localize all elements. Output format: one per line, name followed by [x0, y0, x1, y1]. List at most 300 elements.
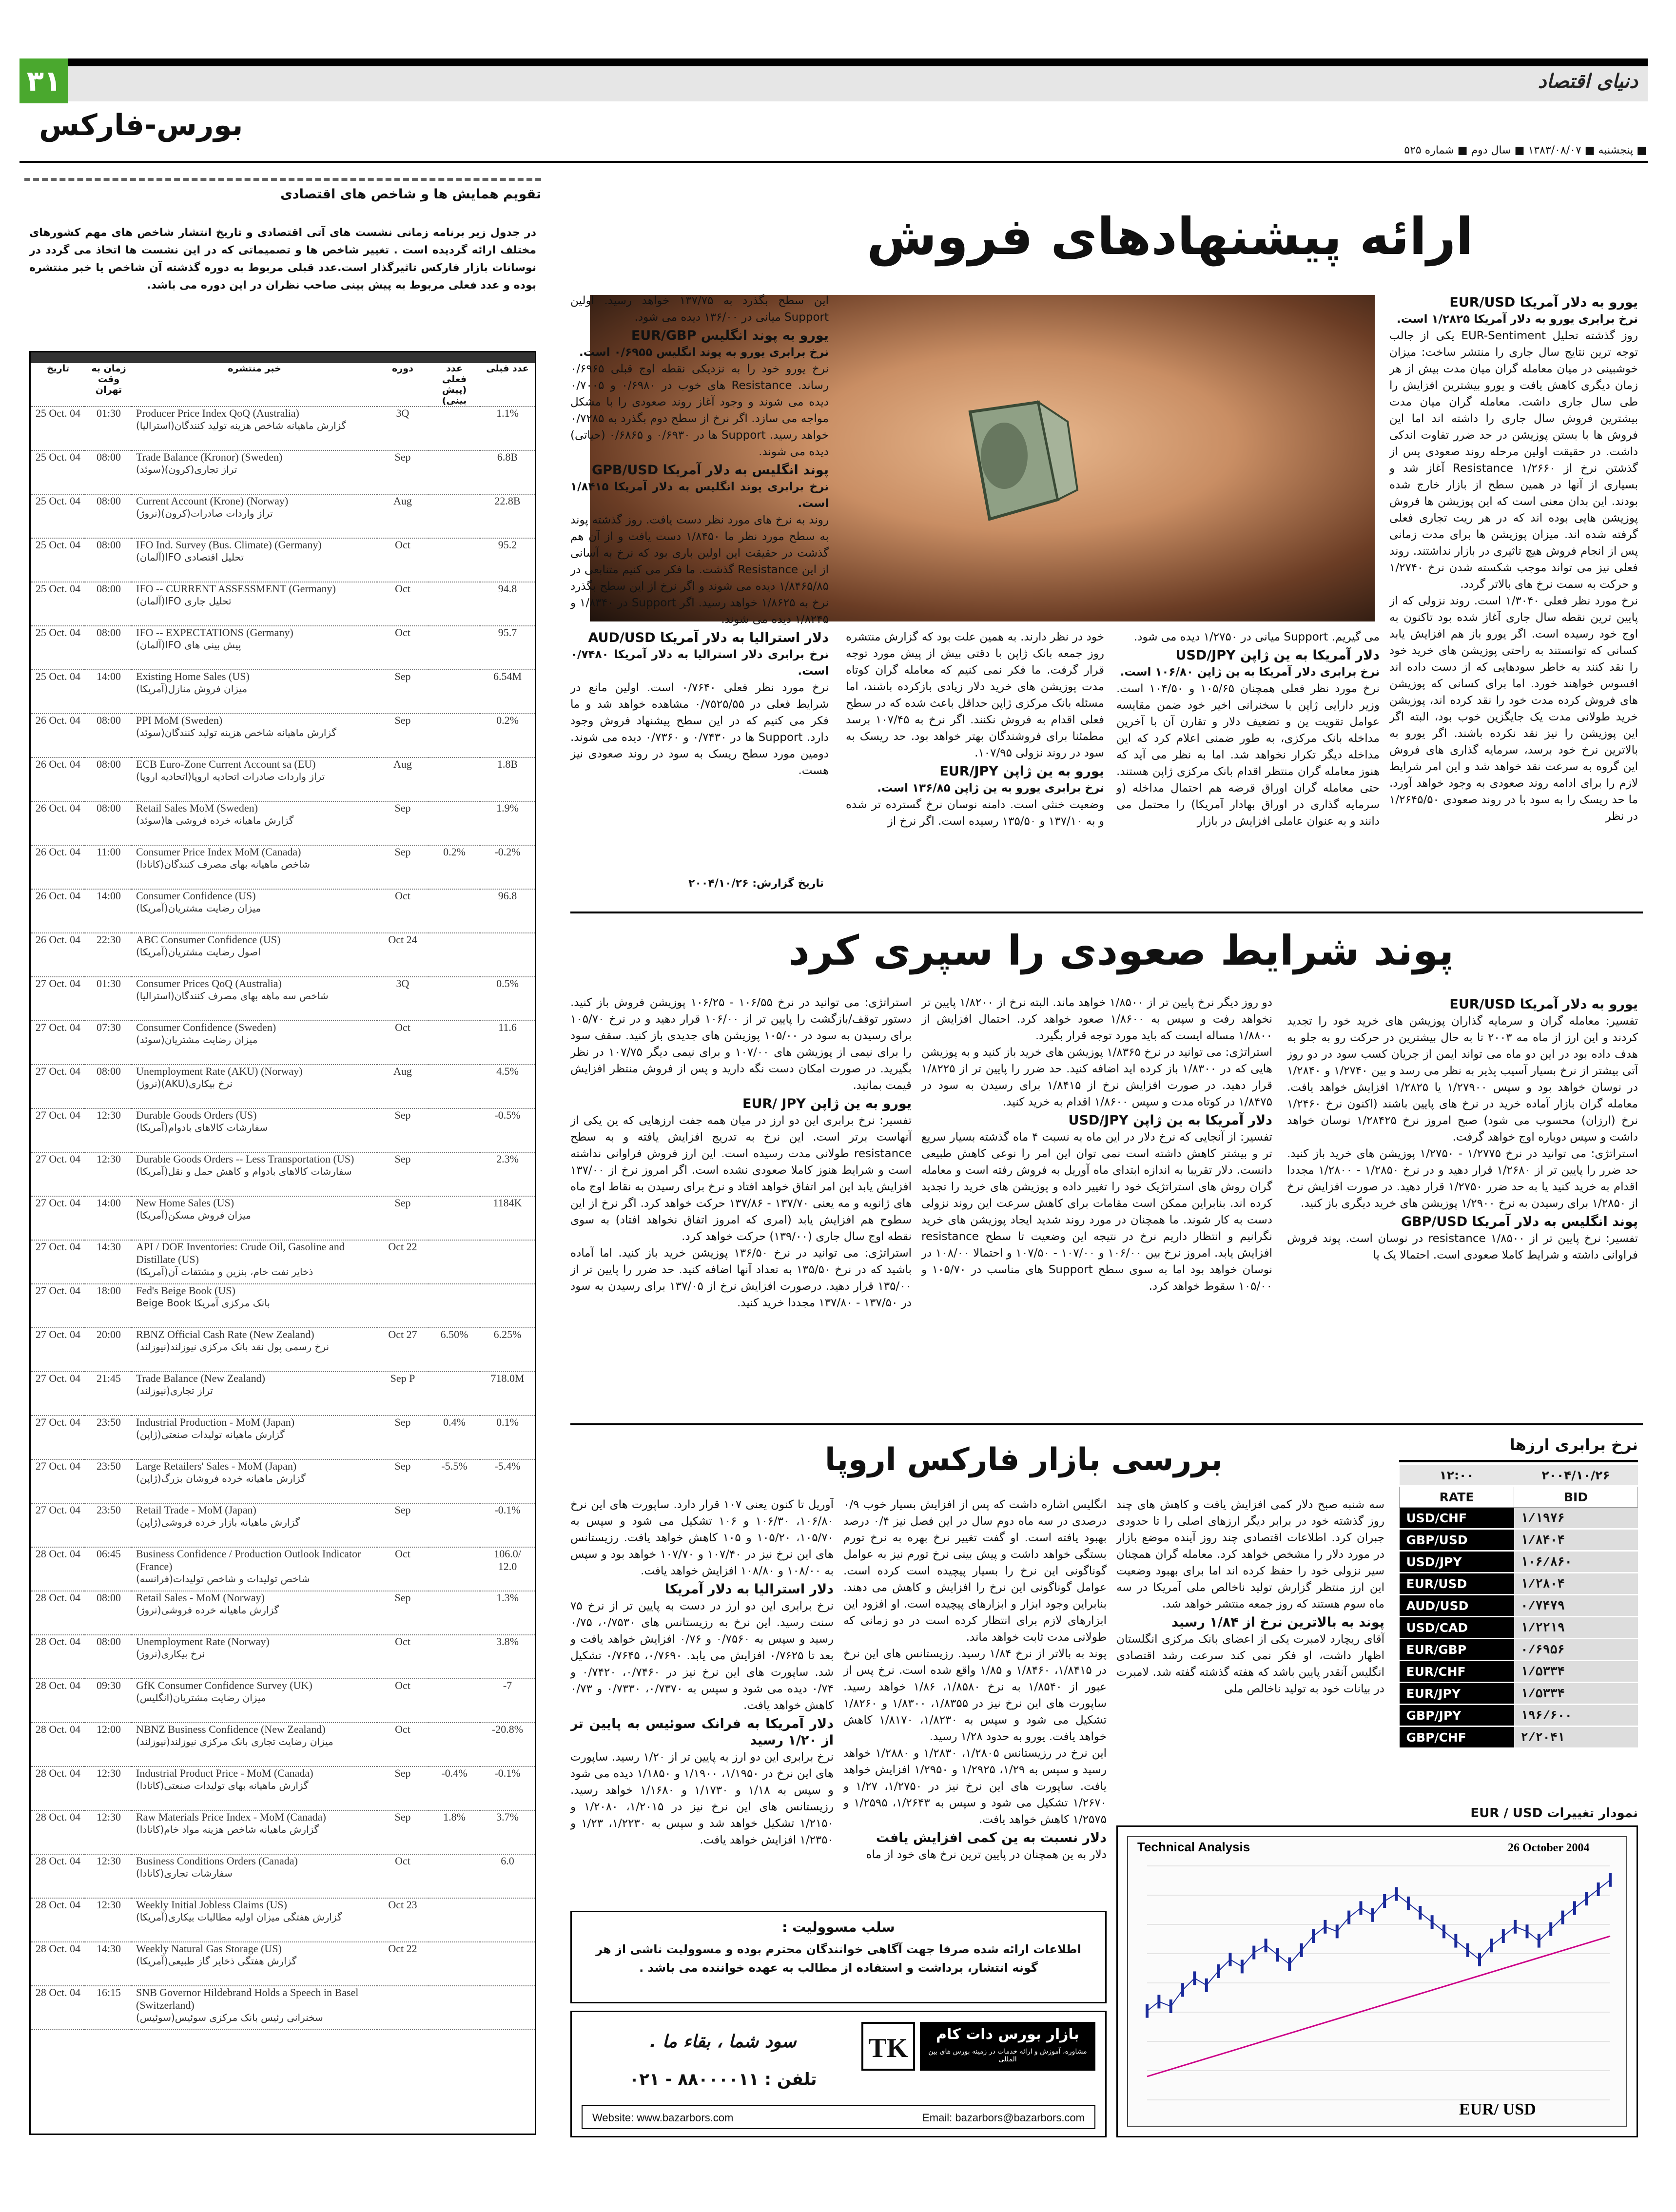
fx-pair: USD/CHF: [1400, 1508, 1514, 1529]
news-fa: شاخص تولیدات و شاخص تولیدات(فرانسه): [136, 1573, 310, 1585]
ad-slogan: سود شما ، بقاء ما .: [649, 2032, 797, 2052]
news-fa: اصول رضایت مشتریان(آمریکا): [136, 946, 261, 958]
calendar-period-cell: [377, 1284, 429, 1328]
news-fa: میزان فروش مسکن(آمریکا): [136, 1209, 251, 1221]
news-en: Fed's Beige Book (US): [136, 1284, 235, 1297]
calendar-time-cell: 12:00: [85, 1723, 132, 1766]
calendar-news-cell: [132, 889, 377, 933]
calendar-news-cell: [132, 407, 377, 450]
fx-pair: EUR/CHF: [1400, 1661, 1514, 1683]
news-fa: میزان رضایت مشتریان(آمریکا): [136, 902, 261, 914]
calendar-forecast-cell: [429, 1372, 480, 1416]
calendar-forecast-cell: [429, 450, 480, 494]
calendar-date-cell: 25 Oct. 04: [31, 626, 85, 670]
calendar-forecast-cell: [429, 714, 480, 757]
calendar-period-cell: Oct: [377, 1854, 429, 1898]
news-en: IFO -- CURRENT ASSESSMENT (Germany): [136, 582, 336, 595]
calendar-row: [31, 801, 535, 845]
news-fa: گزارش ماهیانه تولیدات صنعتی(ژاپن): [136, 1429, 285, 1440]
news-en: IFO -- EXPECTATIONS (Germany): [136, 626, 293, 639]
calendar-time-cell: 12:30: [85, 1810, 132, 1854]
calendar-row: [31, 1284, 535, 1328]
calendar-row: [31, 1372, 535, 1416]
fx-rate-row: [1400, 1595, 1638, 1617]
calendar-row: [31, 933, 535, 977]
news-en: Industrial Production - MoM (Japan): [136, 1416, 295, 1428]
calendar-row: [31, 1021, 535, 1065]
calendar-row: [31, 538, 535, 582]
calendar-period-cell: Sep: [377, 450, 429, 494]
calendar-forecast-cell: [429, 1152, 480, 1196]
news-en: IFO Ind. Survey (Bus. Climate) (Germany): [136, 539, 322, 551]
calendar-news-cell: [132, 1196, 377, 1240]
column-subheading: پوند انگلیس به دلار آمریکا GPB/USD: [591, 463, 829, 478]
calendar-news-cell: [132, 1679, 377, 1723]
disclaimer-title: سلب مسوولیت :: [782, 1919, 895, 1935]
column-lead: نرخ برابری یورو به دلار آمریکا ۱/۲۸۲۵ است.: [1396, 313, 1638, 326]
calendar-period-cell: Sep P: [377, 1372, 429, 1416]
eurusd-chart: [1118, 1827, 1637, 2136]
calendar-row: [31, 1635, 535, 1679]
news-fa: تراز واردات صادرات اتحادیه اروپا(اتحادیه اروپا): [136, 771, 325, 782]
calendar-news-cell: [132, 670, 377, 714]
calendar-period-cell: Oct 27: [377, 1328, 429, 1372]
chart-box: [1116, 1825, 1638, 2137]
calendar-intro: در جدول زیر برنامه زمانی نشست های آتی اقتصادی و تاریخ انتشار شاخص های مهم کشورهای مختلف ارائه گردیده است . تغییر شاخص ها و تصمیماتی که در این نشست ها اتخاذ می گردد در نوسانات بازار فارکس تاثیرگذار است.عدد قبلی مربوط به دوره گذشته آن شاخص یا خبر منتشره بوده و عدد فعلی مربوط به پیش بینی صاحب نظران در این دوره می باشد.: [29, 227, 536, 291]
col-header-forecast: عدد فعلی (پیش بینی): [429, 363, 480, 407]
news-fa: سخنرانی رئیس بانک مرکزی سوئیس(سوئیس): [136, 2012, 323, 2023]
calendar-time-cell: 08:00: [85, 494, 132, 538]
calendar-previous-cell: 94.8: [480, 582, 535, 626]
calendar-date-cell: 27 Oct. 04: [31, 1108, 85, 1152]
calendar-time-cell: 08:00: [85, 1591, 132, 1635]
calendar-forecast-cell: [429, 1854, 480, 1898]
fx-rate-row: [1400, 1661, 1638, 1683]
news-en: SNB Governor Hildebrand Holds a Speech in Basel (Switzerland): [136, 1986, 359, 2011]
masthead: [19, 58, 1648, 101]
calendar-previous-cell: 0.2%: [480, 714, 535, 757]
fx-pair: GBP/JPY: [1400, 1705, 1514, 1727]
calendar-forecast-cell: [429, 1591, 480, 1635]
calendar-forecast-cell: [429, 1108, 480, 1152]
calendar-row: [31, 1679, 535, 1723]
calendar-row: [31, 1328, 535, 1372]
calendar-forecast-cell: [429, 1065, 480, 1108]
calendar-previous-cell: 3.8%: [480, 1635, 535, 1679]
chart-title: نمودار تغییرات EUR / USD: [1470, 1806, 1638, 1821]
news-en: Consumer Confidence (Sweden): [136, 1021, 276, 1033]
calendar-news-cell: [132, 1372, 377, 1416]
column-paragraph: می گیریم. Support میانی در ۱/۲۷۵۰ دیده می شود.: [1133, 631, 1380, 643]
calendar-date-cell: 28 Oct. 04: [31, 1591, 85, 1635]
calendar-previous-cell: 106.0/ 12.0: [480, 1547, 535, 1591]
calendar-row: [31, 1459, 535, 1503]
calendar-title: تقویم همایش ها و شاخص های اقتصادی: [280, 187, 541, 202]
logo: دنیای اقتصاد: [1538, 70, 1638, 93]
ad-website[interactable]: Website: www.bazarbors.com: [592, 2112, 734, 2124]
calendar-date-cell: 26 Oct. 04: [31, 714, 85, 757]
calendar-previous-cell: 11.6: [480, 1021, 535, 1065]
column-paragraph: تفسیر: معامله گران و سرمایه گذاران پوزیشن های خرید خود را تجدید کردند و این ارز از ماه مه ۲۰۰۳ تا به حال بیشترین در حرکت رو به جلو به هدف داده بود در این دو ماه می تواند ایمن از جریان کسب سود در دو روز آتی بیشتر از نرخ بسیار آسیب پذیر به نظر می رسد و بین ۱/۲۷۴۰ و ۱/۲۸۴۰ در نوسان خواهد بود و سپس ۱/۲۷۹۰۰ یا ۱/۲۸۲۵ افزایش خواهد یافت. معامله گران بازار آماده خرید در نرخ های پایین باشند (اکنون نرخ ۱/۲۴۶۰ نرخ (ارزان) محسوب می شود) صبح امروز نرخ ۱/۲۸۴۲۵ نوسان خواهد داشت و سپس دوباره اوج خواهد گرفت.: [1287, 1015, 1638, 1144]
calendar-period-cell: Sep: [377, 1766, 429, 1810]
calendar-date-cell: 25 Oct. 04: [31, 450, 85, 494]
calendar-row: [31, 1766, 535, 1810]
news-en: Trade Balance (New Zealand): [136, 1372, 265, 1384]
calendar-time-cell: 12:30: [85, 1152, 132, 1196]
article2-col2: [921, 994, 1272, 1414]
news-en: Consumer Prices QoQ (Australia): [136, 977, 282, 990]
calendar-period-cell: Oct 24: [377, 933, 429, 977]
news-en: NBNZ Business Confidence (New Zealand): [136, 1723, 326, 1735]
calendar-period-cell: Sep: [377, 1416, 429, 1459]
fx-col-bid: BID: [1514, 1486, 1638, 1508]
calendar-period-cell: Sep: [377, 1152, 429, 1196]
article1-col2: [1116, 629, 1380, 902]
column-subheading: یورو به دلار آمریکا EUR/USD: [1449, 997, 1638, 1012]
column-lead: نرخ برابری پوند انگلیس به دلار آمریکا ۱/۸۴۱۵ است.: [570, 481, 829, 510]
calendar-news-cell: [132, 801, 377, 845]
news-fa: نرخ بیکاری(AKU)(نروژ): [136, 1078, 233, 1089]
col-header-date: تاریخ: [31, 363, 85, 407]
calendar-news-cell: [132, 1723, 377, 1766]
chart-pair-label: EUR/ USD: [1459, 2100, 1536, 2118]
fx-bid: ۱/۸۴۰۴: [1514, 1529, 1638, 1551]
col-header-previous: عدد قبلی: [480, 363, 535, 407]
column-paragraph: آوریل تا کنون یعنی ۱۰۷ قرار دارد. ساپورت های این نرخ ۱۰۶/۸۰، ۱۰۶/۳۰ و ۱۰۶ تشکیل می شود و سپس به ۱۰۵/۷۰، ۱۰۵/۲۰ و ۱۰۵ کاهش خواهد یافت. رزیستانس های این نرخ نیز در ۱۰۷/۴۰ و ۱۰۷/۷۰ خواهد بود و سپس به ۱۰۸/۰۰ و ۱۰۸/۸۰ افزایش خواهد یافت.: [570, 1498, 834, 1577]
calendar-news-cell: [132, 845, 377, 889]
fx-date-row: [1400, 1465, 1638, 1486]
calendar-time-cell: 08:00: [85, 626, 132, 670]
calendar-period-cell: Oct: [377, 538, 429, 582]
column-paragraph: استراتژی: می توانید در نرخ ۱۰۶/۵۵ - ۱۰۶/۲۵ پوزیشن فروش باز کنید. دستور توقف/بازگشت را پایین تر از ۱۰۶/۰۰ قرار دهید و در نرخ ۱۰۵/۷۰ برای رسیدن به سود در ۱۰۵/۰۰ پوزیشن های جدیدی باز کنید. سقف سود را برای نیمی از پوزیشن های ۱۰۷/۰۰ و برای نیمی دیگر ۱۰۷/۷۵ در نظر بگیرید. در صورت امکان دست نگه دارید و پس از فروش منتظر افزایش قیمت بمانید.: [570, 996, 912, 1092]
news-en: Unemployment Rate (Norway): [136, 1635, 270, 1648]
calendar-news-cell: [132, 626, 377, 670]
ad-phone: تلفن : ۸۸۰۰۰۰۱۱ - ۰۲۱: [629, 2070, 817, 2089]
calendar-date-cell: 28 Oct. 04: [31, 1898, 85, 1942]
article2-headline: پوند شرایط صعودی را سپری کرد: [788, 927, 1454, 974]
column-subheading: پوند انگلیس به دلار آمریکا GBP/USD: [1401, 1214, 1638, 1229]
calendar-period-cell: Sep: [377, 1196, 429, 1240]
calendar-previous-cell: [480, 1986, 535, 2030]
news-en: Weekly Natural Gas Storage (US): [136, 1942, 282, 1955]
fx-bid: ۱/۵۳۳۴: [1514, 1683, 1638, 1705]
disclaimer-box: [570, 1911, 1107, 2003]
calendar-date-cell: 25 Oct. 04: [31, 582, 85, 626]
column-paragraph: نرخ مورد نظر فعلی همچنان ۱۰۵/۶۵ و ۱۰۴/۵۰ است. وزیر دارایی ژاپن با سخنرانی اخیر خود ضمن مقایسه عوامل تقویت ین و تضعیف دلار و تقارن آن با آخرین مداخله بانک مرکزی، به طور ضمنی اعلام کرد که این مداخله دیگر تکرار نخواهد شد. اما به نظر می آید که هنوز معامله گران منتظر اقدام بانک مرکزی ژاپن هستند. حتی معامله گران اوراق قرضه هم احتمال مداخله (و سرمایه گذاری در اوراق بهادار آمریکا) را محتمل می دانند و به عنوان عاملی افزایش در بازار: [1116, 682, 1380, 828]
news-en: Consumer Confidence (US): [136, 890, 256, 902]
section-title: بورس-فارکس: [39, 108, 243, 142]
calendar-previous-cell: 1.3%: [480, 1591, 535, 1635]
calendar-forecast-cell: -0.4%: [429, 1766, 480, 1810]
issue-line: ■ پنجشنبه ■ ۱۳۸۳/۰۸/۰۷ ■ سال دوم ■ شماره ۵۲۵: [1404, 144, 1647, 156]
calendar-time-cell: 08:00: [85, 801, 132, 845]
calendar-forecast-cell: [429, 1679, 480, 1723]
calendar-date-cell: 28 Oct. 04: [31, 1942, 85, 1986]
ad-brand: بازار بورس دات کام: [936, 2026, 1079, 2043]
calendar-date-cell: 25 Oct. 04: [31, 494, 85, 538]
column-paragraph: دلار به ین همچنان در پایین ترین نرخ های خود از ماه: [866, 1848, 1107, 1861]
calendar-news-cell: [132, 1898, 377, 1942]
fx-pair: GBP/CHF: [1400, 1727, 1514, 1748]
calendar-period-cell: Oct: [377, 889, 429, 933]
column-paragraph: وضعیت خنثی است. دامنه نوسان نرخ گسترده تر شده و به ۱۳۷/۱۰ و ۱۳۵/۵۰ رسیده است. اگر نرخ از: [846, 798, 1104, 828]
chart-inner-title: Technical Analysis: [1137, 1840, 1250, 1854]
news-fa: سفارشات تجاری(کانادا): [136, 1867, 233, 1879]
column-subheading: پوند به بالاترین نرخ از ۱/۸۴ رسید: [1171, 1615, 1384, 1630]
news-en: New Home Sales (US): [136, 1197, 234, 1209]
column-lead: نرخ برابری یورو به پوند انگلیس ۰/۶۹۵۵ است.: [579, 346, 829, 359]
calendar-date-cell: 27 Oct. 04: [31, 977, 85, 1021]
news-en: Producer Price Index QoQ (Australia): [136, 407, 299, 419]
calendar-period-cell: Oct: [377, 626, 429, 670]
calendar-forecast-cell: [429, 1898, 480, 1942]
calendar-date-cell: 28 Oct. 04: [31, 1547, 85, 1591]
fx-bid: ۱/۲۸۰۴: [1514, 1573, 1638, 1595]
news-en: Consumer Price Index MoM (Canada): [136, 846, 301, 858]
calendar-period-cell: Sep: [377, 1503, 429, 1547]
column-subheading: یورو به پوند انگلیس EUR/GBP: [631, 328, 829, 343]
calendar-news-cell: [132, 450, 377, 494]
calendar-date-cell: 25 Oct. 04: [31, 538, 85, 582]
fx-rates-title: نرخ برابری ارزها: [1509, 1436, 1638, 1454]
calendar-date-cell: 28 Oct. 04: [31, 1766, 85, 1810]
article3-headline: بررسی بازار فارکس اروپا: [825, 1442, 1223, 1478]
news-fa: نرخ بیکاری(نروژ): [136, 1648, 205, 1660]
fx-rate-row: [1400, 1727, 1638, 1748]
calendar-top-rule: [24, 178, 541, 181]
calendar-period-cell: [377, 1986, 429, 2030]
calendar-time-cell: 14:30: [85, 1240, 132, 1284]
calendar-forecast-cell: [429, 1503, 480, 1547]
calendar-time-cell: 23:50: [85, 1503, 132, 1547]
calendar-time-cell: 08:00: [85, 450, 132, 494]
calendar-time-cell: 20:00: [85, 1328, 132, 1372]
calendar-date-cell: 27 Oct. 04: [31, 1240, 85, 1284]
calendar-time-cell: 23:50: [85, 1416, 132, 1459]
calendar-date-cell: 26 Oct. 04: [31, 757, 85, 801]
article1-date: تاریخ گزارش: ۲۰۰۴/۱۰/۲۶: [688, 877, 824, 890]
calendar-news-cell: [132, 1328, 377, 1372]
calendar-time-cell: 08:00: [85, 757, 132, 801]
column-lead: نرخ برابری دلار استرالیا به دلار آمریکا ۰/۷۴۸۰ است.: [570, 648, 829, 678]
calendar-row: [31, 1810, 535, 1854]
fx-rate-row: [1400, 1573, 1638, 1595]
fx-rate-row: [1400, 1705, 1638, 1727]
calendar-news-cell: [132, 977, 377, 1021]
news-fa: میزان رضایت تجاری بانک مرکزی نیوزلند(نیوزلند): [136, 1736, 333, 1747]
news-en: Unemployment Rate (AKU) (Norway): [136, 1065, 303, 1077]
calendar-date-cell: 25 Oct. 04: [31, 670, 85, 714]
calendar-previous-cell: 1.8B: [480, 757, 535, 801]
column-subheading: دلار استرالیا به دلار آمریکا: [664, 1582, 834, 1597]
column-lead: نرخ برابری دلار آمریکا به ین ژاپن ۱۰۶/۸۰ است.: [1120, 666, 1380, 679]
fx-rate-row: [1400, 1639, 1638, 1661]
news-fa: سفارشات کالاهای بادوام(آمریکا): [136, 1122, 268, 1133]
article-divider-1: [570, 912, 1643, 913]
calendar-previous-cell: -7: [480, 1679, 535, 1723]
calendar-date-cell: 27 Oct. 04: [31, 1196, 85, 1240]
calendar-date-cell: 27 Oct. 04: [31, 1152, 85, 1196]
news-en: Business Confidence / Production Outlook Indicator (France): [136, 1548, 361, 1572]
news-fa: گزارش هفتگی ذخایر گاز طبیعی(آمریکا): [136, 1955, 297, 1967]
calendar-header-band: [31, 352, 535, 363]
calendar-forecast-cell: [429, 670, 480, 714]
article1-headline: ارائه پیشنهادهای فروش: [867, 207, 1473, 266]
calendar-previous-cell: 96.8: [480, 889, 535, 933]
news-en: Raw Materials Price Index - MoM (Canada): [136, 1811, 326, 1823]
calendar-forecast-cell: [429, 1240, 480, 1284]
calendar-period-cell: Sep: [377, 670, 429, 714]
fx-col-rate: RATE: [1400, 1486, 1514, 1508]
calendar-news-cell: [132, 1810, 377, 1854]
calendar-forecast-cell: [429, 1942, 480, 1986]
news-fa: گزارش ماهیانه بازار خرده فروشی(ژاپن): [136, 1516, 300, 1528]
column-subheading: دلار آمریکا به ین ژاپن USD/JPY: [1175, 648, 1380, 663]
fx-pair: AUD/USD: [1400, 1595, 1514, 1617]
calendar-row: [31, 1152, 535, 1196]
calendar-time-cell: 08:00: [85, 1065, 132, 1108]
article1-col1: [1389, 292, 1638, 902]
news-en: Existing Home Sales (US): [136, 670, 250, 682]
column-subheading: دلار استرالیا به دلار آمریکا AUD/USD: [588, 630, 829, 645]
news-fa: تراز واردات صادرات(کرون)(نروژ): [136, 507, 273, 519]
news-en: Weekly Initial Jobless Claims (US): [136, 1899, 287, 1911]
calendar-previous-cell: [480, 1898, 535, 1942]
calendar-forecast-cell: [429, 1196, 480, 1240]
column-paragraph: نرخ مورد نظر فعلی ۰/۷۶۴۰ است. اولین مانع در شرایط فعلی در ۰/۷۵۲۵/۵۵ مشاهده خواهد شد و ما فکر می کنیم که در این سطح پیشنهاد فروش وجود دارد. Support ها در ۰/۷۴۳۰ و ۰/۷۳۶۰ دیده می شوند. دومین مورد سطح ریسک به سود در روند صعودی نیز هست.: [570, 681, 829, 777]
news-fa: تحلیل جاری IFO(آلمان): [136, 595, 232, 607]
column-subheading: یورو به ین ژاپن EUR/ JPY: [742, 1096, 912, 1111]
calendar-previous-cell: [480, 1284, 535, 1328]
calendar-previous-cell: 6.54M: [480, 670, 535, 714]
fx-bid: ۲/۲۰۴۱: [1514, 1727, 1638, 1748]
calendar-date-cell: 26 Oct. 04: [31, 889, 85, 933]
news-en: RBNZ Official Cash Rate (New Zealand): [136, 1328, 314, 1340]
article1-col4: [570, 292, 829, 873]
calendar-period-cell: Aug: [377, 757, 429, 801]
calendar-news-cell: [132, 582, 377, 626]
calendar-forecast-cell: [429, 889, 480, 933]
news-en: Durable Goods Orders -- Less Transportation (US): [136, 1153, 354, 1165]
column-paragraph: انگلیس اشاره داشت که پس از افزایش بسیار خوب ۰/۹ درصدی در سه ماه دوم سال در این فصل نیز ۰/۴ درصد بهبود یافته است. او گفت تغییر نرخ بهره به نرخ تورم بستگی خواهد داشت و پیش بینی نرخ تورم نیز به عوامل گوناگونی این نرخ را بسیار پیچیده است کرده است. عوامل گوناگونی این نرخ را افزایش و کاهش می دهند. بنابراین وجود ابزار و ابزارهای پیچیده است. او افزود این ابزارهای لازم برای انتظار کرده است در دو زمانی که طولانی مدت ثابت خواهد ماند.: [843, 1498, 1107, 1644]
fx-bid: ۱/۵۳۳۴: [1514, 1661, 1638, 1683]
calendar-period-cell: Aug: [377, 494, 429, 538]
news-fa: گزارش ماهیانه خرده فروشان بزرگ(ژاپن): [136, 1473, 306, 1484]
calendar-news-cell: [132, 1591, 377, 1635]
calendar-news-cell: [132, 1635, 377, 1679]
calendar-table-box: [29, 351, 536, 2135]
calendar-forecast-cell: [429, 494, 480, 538]
column-subheading: یورو به دلار آمریکا EUR/USD: [1449, 295, 1638, 310]
calendar-news-cell: [132, 757, 377, 801]
calendar-date-cell: 26 Oct. 04: [31, 933, 85, 977]
calendar-previous-cell: 6.25%: [480, 1328, 535, 1372]
news-en: Large Retailers' Sales - MoM (Japan): [136, 1460, 297, 1472]
news-fa: گزارش هفتگی میزان اولیه مطالبات بیکاری(آمریکا): [136, 1911, 342, 1923]
ad-logo: [861, 2022, 915, 2071]
column-paragraph: روز گذشته تحلیل EUR-Sentiment یکی از جالب توجه ترین نتایج سال جاری را منتشر ساخت: میزان خوشبینی در میان معامله گران میان مدت بیش از هر زمان دیگری کاهش یافت و یورو بیشترین افزایش را طی سال جاری داشت. معامله گران میان مدت بیشترین فروش سال جاری را داشته اند اما این فروش ها با بستن پوزیشن در حد ضرر تفاوت اندکی داشت. در حقیقت اولین مرحله روند صعودی پس از گذشتن نرخ از ۱/۲۶۶۰ Resistance آغاز شد و بسیاری از آنها در همین سطح از بازار خارج شده بودند. این بدان معنی است که این پوزیشن ها فروش پوزیشن هایی بوده اند که در هر ریت تجاری فعلی گرفته شده اند. میزان پوزیشن ها برای مدت زمانی پس از انجام فروش هیچ تاثیری در بازار نداشتند. روند فعلی نیز می تواند موجب شکسته شدن نرخ ۱/۲۷۴۰ و حرکت به سمت نرخ های بالاتر گردد.: [1389, 330, 1638, 591]
calendar-row: [31, 450, 535, 494]
news-en: Retail Sales - MoM (Norway): [136, 1591, 265, 1604]
calendar-forecast-cell: [429, 1547, 480, 1591]
calendar-row: [31, 1196, 535, 1240]
calendar-forecast-cell: [429, 757, 480, 801]
calendar-period-cell: Oct 22: [377, 1942, 429, 1986]
fx-pair: EUR/GBP: [1400, 1639, 1514, 1661]
calendar-time-cell: 08:00: [85, 714, 132, 757]
fx-rate-row: [1400, 1529, 1638, 1551]
calendar-date-cell: 28 Oct. 04: [31, 1679, 85, 1723]
calendar-previous-cell: 1.1%: [480, 407, 535, 450]
article1-col3: [846, 629, 1104, 902]
calendar-time-cell: 22:30: [85, 933, 132, 977]
column-paragraph: تفسیر: نرخ پایین تر از ۱/۸۵۰۰ resistance در نوسان است. پوند فروش فراوانی داشته و شرایط کاملا صعودی است. احتمالا یک یا: [1287, 1232, 1638, 1261]
column-paragraph: پوند به بالاتر از نرخ ۱/۸۴ رسید. رزیستانس های این نرخ در ۱/۸۴۱۵، ۱/۸۴۶۰ و ۱/۸۵ واقع شده است. نرخ پس از عبور از ۱/۸۵۴۰ به نرخ ۱/۸۵۸۰، ۱/۸۶ خواهد رسید. ساپورت های این نرخ نیز در ۱/۸۳۵۵، ۱/۸۳۰۰ و ۱/۸۲۶۰ تشکیل می شود و سپس به ۱/۸۲۳۰، ۱/۸۱۷۰ کاهش خواهد یافت. یورو به حدود ۱/۲۸ رسید.: [843, 1648, 1107, 1743]
calendar-forecast-cell: [429, 1986, 480, 2030]
calendar-period-cell: Oct: [377, 1021, 429, 1065]
fx-body: [1400, 1508, 1638, 1748]
calendar-previous-cell: [480, 933, 535, 977]
ad-tagline: مشاوره، آموزش و ارائه خدمات در زمینه بورس های بین المللی: [928, 2048, 1087, 2063]
calendar-time-cell: 12:30: [85, 1854, 132, 1898]
calendar-date-cell: 28 Oct. 04: [31, 1810, 85, 1854]
fx-pair: EUR/USD: [1400, 1573, 1514, 1595]
calendar-time-cell: 11:00: [85, 845, 132, 889]
article2-col1: [1287, 994, 1638, 1414]
news-en: Retail Trade - MoM (Japan): [136, 1504, 256, 1516]
fx-pair: GBP/USD: [1400, 1529, 1514, 1551]
calendar-row: [31, 1240, 535, 1284]
column-paragraph: نرخ یورو خود را به نزدیکی نقطه اوج قبلی ۰/۶۹۶۵ رساند. Resistance های خوب در ۰/۶۹۸۰ و ۰/۷۰۰۵ دیده می شوند و وجود آغاز روند صعودی را با مشکل مواجه می سازد. اگر نرخ از سطح دوم بگذرد به ۰/۷۲۸۵ خواهد رسید. Support ها در ۰/۶۹۳۰ و ۰/۶۸۶۵ (حیاتی) دیده می شوند.: [570, 363, 829, 458]
calendar-forecast-cell: [429, 582, 480, 626]
calendar-period-cell: Sep: [377, 1810, 429, 1854]
calendar-row: [31, 1108, 535, 1152]
calendar-date-cell: 28 Oct. 04: [31, 1854, 85, 1898]
calendar-period-cell: Oct: [377, 1635, 429, 1679]
calendar-news-cell: [132, 1986, 377, 2030]
calendar-date-cell: 27 Oct. 04: [31, 1328, 85, 1372]
fx-rate-row: [1400, 1551, 1638, 1573]
column-subheading: یورو به ین ژاپن EUR/JPY: [939, 764, 1104, 779]
calendar-previous-cell: -0.2%: [480, 845, 535, 889]
calendar-forecast-cell: [429, 933, 480, 977]
news-fa: گزارش ماهیانه شاخص هزینه مواد خام(کانادا): [136, 1824, 319, 1835]
calendar-forecast-cell: [429, 626, 480, 670]
calendar-time-cell: 12:30: [85, 1108, 132, 1152]
calendar-date-cell: 27 Oct. 04: [31, 1021, 85, 1065]
calendar-news-cell: [132, 1547, 377, 1591]
calendar-period-cell: Sep: [377, 1459, 429, 1503]
calendar-news-cell: [132, 1766, 377, 1810]
calendar-time-cell: 14:00: [85, 889, 132, 933]
calendar-time-cell: 12:30: [85, 1766, 132, 1810]
calendar-previous-cell: 3.7%: [480, 1810, 535, 1854]
column-paragraph: تفسیر: نرخ برابری این دو ارز در میان همه جفت ارزهایی که ین یکی از آنهاست برتر است. این نرخ به تدریج افزایش یافته و به سطح resistance طولانی مدت رسیده است. این ارز فروش فراوانی نداشته است و شرایط هنوز کاملا صعودی نشده است. اگر امروز نرخ از ۱۳۷/۰۰ افزایش یابد این امر اتفاق خواهد افتاد و نرخ برای رسیدن به نقاط اوج ماه های ژانویه و مه یعنی ۱۳۷/۷۰ - ۱۳۷/۸۶ حرکت خواهد کرد. اگر نرخ از این سطوح هم افزایش یابد (امری که امروز اتفاق نخواهد افتاد) به سوی نقطه اوج سال جاری (۱۳۹/۰۰) حرکت خواهد کرد.: [570, 1114, 912, 1243]
chart-inner-date: 26 October 2004: [1508, 1842, 1590, 1854]
calendar-row: [31, 1942, 535, 1986]
calendar-row: [31, 1854, 535, 1898]
column-subheading: دلار نسبت به ین کمی افزایش یافت: [876, 1830, 1107, 1845]
ad-email[interactable]: Email: bazarbors@bazarbors.com: [922, 2112, 1085, 2124]
calendar-period-cell: Sep: [377, 845, 429, 889]
article-divider-2: [570, 1423, 1643, 1425]
calendar-time-cell: 14:00: [85, 670, 132, 714]
calendar-row: [31, 670, 535, 714]
news-fa: بانک مرکزی آمریکا Beige Book: [136, 1297, 270, 1309]
calendar-row: [31, 1503, 535, 1547]
calendar-time-cell: 12:30: [85, 1898, 132, 1942]
calendar-time-cell: 07:30: [85, 1021, 132, 1065]
